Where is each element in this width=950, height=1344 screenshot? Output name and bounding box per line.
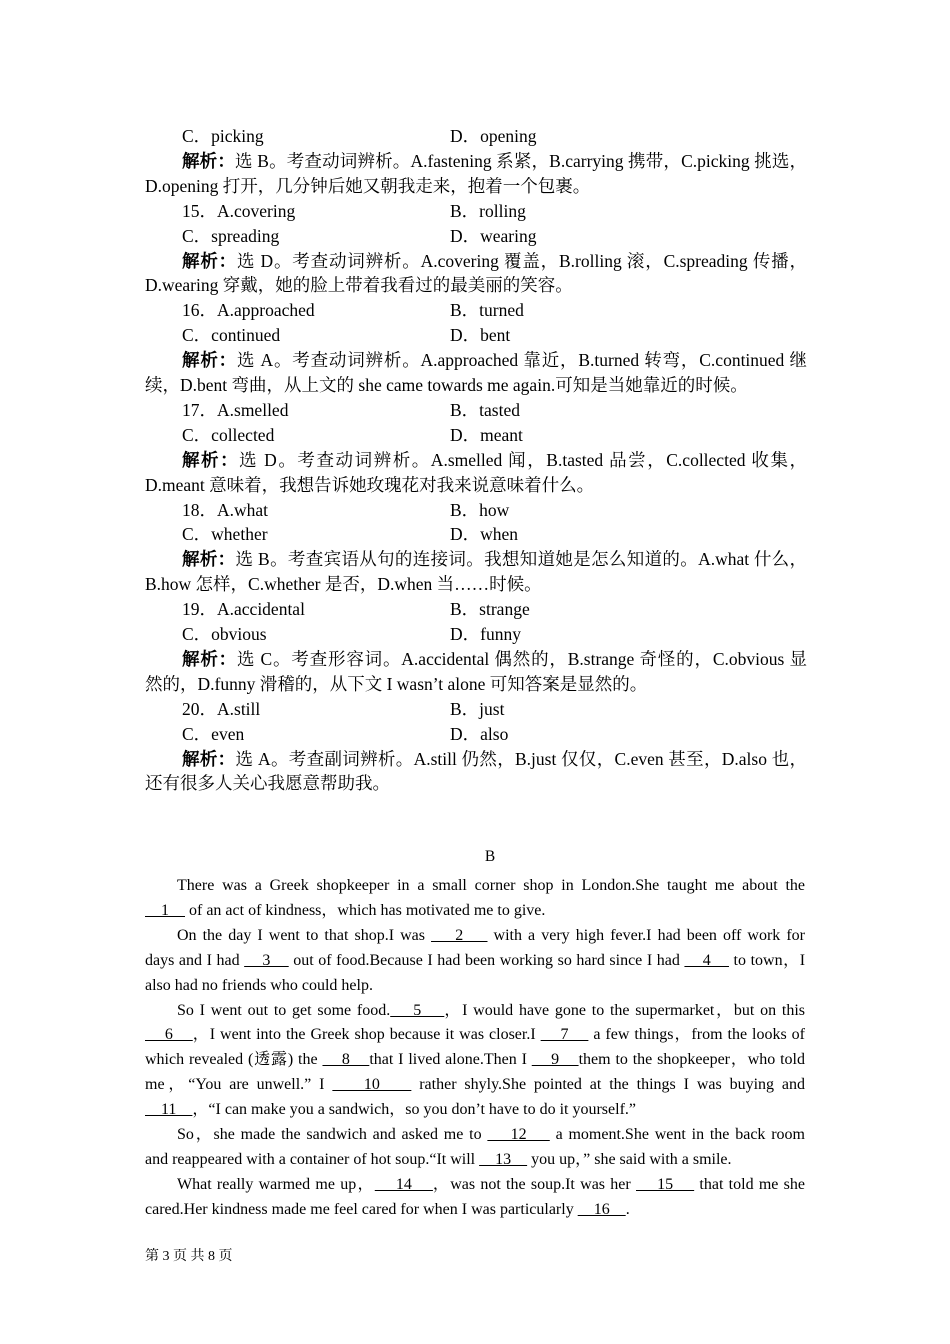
passage-text: that told me she — [694, 1175, 805, 1193]
option-right: D．funny — [450, 624, 521, 644]
analysis-text: 选 C。考查形容词。A.accidental 偶然的，B.strange 奇怪的，C.obvious 显 — [236, 648, 807, 669]
option-right: B．tasted — [450, 399, 520, 420]
passage-line — [177, 1172, 805, 1197]
passage-text: days and I had — [145, 951, 245, 969]
option-left: C．continued — [182, 325, 281, 346]
option-right: D．opening — [450, 126, 537, 146]
analysis-line-continued: D.meant 意味着，我想告诉她玫瑰花对我来说意味着什么。 — [145, 474, 595, 495]
analysis-label: 解析： — [182, 549, 236, 570]
passage-text: and reappeared with a container of hot soup.“It will — [145, 1150, 480, 1168]
analysis-text: 选 B。考查动词辨析。A.fastening 系紧，B.carrying 携带，C.picking 挑选， — [235, 150, 807, 171]
cloze-blank: 9 — [531, 1051, 579, 1069]
passage-text: So I went out to get some food. — [177, 1001, 391, 1019]
option-left: 17．A.smelled — [182, 399, 289, 420]
cloze-blank: 13 — [479, 1150, 528, 1168]
passage-line — [177, 1122, 805, 1147]
option-left: 20．A.still — [182, 698, 261, 719]
passage-line — [145, 898, 805, 923]
analysis-line-continued: 然的，D.funny 滑稽的，从下文 I wasn’t alone 可知答案是显然的。 — [145, 673, 648, 694]
passage-line — [145, 1047, 805, 1072]
cloze-blank: 6 — [145, 1026, 193, 1044]
passage-line — [177, 998, 805, 1023]
passage-text: of an act of kindness，which has motivated me to give. — [185, 901, 546, 919]
passage-text: ，“I can make you a sandwich，so you don’t have to do it yourself.” — [192, 1101, 637, 1119]
option-right: B．rolling — [450, 200, 526, 221]
cloze-blank: 15 — [636, 1175, 695, 1193]
passage-text: ，I would have gone to the supermarket，but on this — [444, 1001, 805, 1019]
passage-text: On the day I went to that shop.I was — [177, 926, 432, 944]
option-left: 18．A.what — [182, 499, 269, 520]
passage-text: There was a Greek shopkeeper in a small corner shop in London.She taught me about the — [177, 877, 805, 894]
passage-text: What really warmed me up， — [177, 1175, 375, 1193]
analysis-text: 选 D。考查动词辨析。A.covering 覆盖，B.rolling 滚，C.spreading 传播， — [236, 250, 808, 271]
passage-line — [177, 873, 805, 898]
analysis-line — [182, 747, 807, 772]
option-right: B．turned — [450, 300, 524, 321]
analysis-line — [182, 149, 807, 174]
cloze-blank: 16 — [577, 1200, 626, 1218]
cloze-blank: 3 — [244, 951, 289, 969]
passage-line — [145, 973, 805, 998]
analysis-line-continued: B.how 怎样，C.whether 是否，D.when 当……时候。 — [145, 574, 542, 595]
analysis-line — [182, 647, 807, 672]
analysis-line-continued: 续，D.bent 弯曲，从上文的 she came towards me again.可知是当她靠近的时候。 — [145, 375, 748, 395]
cloze-blank: 7 — [540, 1026, 589, 1044]
cloze-blank: 2 — [431, 926, 488, 944]
analysis-line-continued: D.wearing 穿戴，她的脸上带着我看过的最美丽的笑容。 — [145, 275, 573, 296]
analysis-line — [182, 348, 807, 373]
passage-text: to town，I — [728, 951, 806, 969]
passage-text: out of food.Because I had been working so hard since I had — [288, 951, 685, 969]
passage-text: that I lived alone.Then I — [369, 1051, 532, 1069]
section-title: B — [484, 848, 496, 865]
passage-text: me，“You are unwell.” I — [145, 1076, 333, 1094]
cloze-blank: 1 — [145, 901, 185, 919]
passage-text: which revealed (透露) the — [145, 1051, 323, 1069]
analysis-label: 解析： — [182, 449, 240, 470]
cloze-blank: 12 — [487, 1126, 550, 1143]
passage-text: ，was not the soup.It was her — [432, 1175, 636, 1193]
passage-line — [145, 1147, 805, 1172]
passage-text: a moment.She went in the back room — [549, 1126, 805, 1143]
option-left: C．spreading — [182, 225, 280, 246]
option-right: D．meant — [450, 424, 523, 445]
analysis-label: 解析： — [182, 150, 236, 171]
option-left: 19．A.accidental — [182, 599, 305, 620]
passage-text: cared.Her kindness made me feel cared for when I was particularly — [145, 1200, 578, 1218]
passage-line — [145, 1022, 805, 1047]
analysis-label: 解析： — [182, 350, 237, 371]
option-right: D．when — [450, 524, 519, 545]
option-left: C．collected — [182, 424, 275, 445]
option-right: B．just — [450, 698, 505, 719]
option-left: 16．A.approached — [182, 300, 315, 321]
cloze-blank: 4 — [684, 951, 729, 969]
analysis-text: 选 A。考查动词辨析。A.approached 靠近，B.turned 转弯，C.continued 继 — [236, 350, 808, 371]
analysis-text: 选 B。考查宾语从句的连接词。我想知道她是怎么知道的。A.what 什么， — [235, 549, 808, 570]
analysis-label: 解析： — [182, 648, 237, 669]
cloze-blank: 11 — [145, 1101, 193, 1119]
page-footer: 第 3 页 共 8 页 — [145, 1249, 233, 1264]
passage-line — [145, 1072, 805, 1097]
analysis-line — [182, 448, 807, 473]
passage-text: rather shyly.She pointed at the things I was buying and — [411, 1076, 805, 1094]
passage-text: with a very high fever.I had been off work for — [487, 926, 806, 944]
analysis-line-continued: 还有很多人关心我愿意帮助我。 — [145, 773, 390, 794]
option-right: D．bent — [450, 325, 511, 346]
analysis-label: 解析： — [182, 250, 237, 271]
passage-text: them to the shopkeeper，who told — [578, 1051, 806, 1069]
passage-line — [145, 948, 805, 973]
analysis-text: 选 D。考查动词辨析。A.smelled 闻，B.tasted 品尝，C.collected 收集， — [239, 449, 807, 470]
option-right: B．how — [450, 499, 510, 520]
passage-line — [177, 923, 805, 948]
analysis-line — [182, 249, 807, 274]
analysis-line — [182, 547, 807, 572]
option-right: B．strange — [450, 599, 530, 620]
analysis-label: 解析： — [182, 748, 236, 769]
passage-line — [145, 1197, 805, 1222]
option-left: C．picking — [182, 126, 264, 146]
option-left: C．obvious — [182, 624, 267, 644]
option-left: C．whether — [182, 524, 268, 545]
passage-text: ，I went into the Greek shop because it was closer.I — [192, 1026, 541, 1044]
option-left: C．even — [182, 723, 245, 744]
analysis-line-continued: D.opening 打开，几分钟后她又朝我走来，抱着一个包裹。 — [145, 175, 591, 196]
passage-text: . — [625, 1200, 630, 1218]
passage-text: So，she made the sandwich and asked me to — [177, 1126, 488, 1143]
option-right: D．also — [450, 723, 509, 744]
passage-text: you up，” she said with a smile. — [527, 1150, 732, 1168]
cloze-blank: 5 — [390, 1001, 445, 1019]
analysis-text: 选 A。考查副词辨析。A.still 仍然，B.just 仅仅，C.even 甚至，D.also 也， — [235, 748, 808, 769]
passage-line — [145, 1097, 805, 1122]
cloze-blank: 8 — [322, 1051, 370, 1069]
passage-text: also had no friends who could help. — [145, 976, 373, 994]
option-left: 15．A.covering — [182, 200, 296, 221]
passage-text: a few things，from the looks of — [588, 1026, 805, 1044]
option-right: D．wearing — [450, 225, 537, 246]
cloze-blank: 14 — [374, 1175, 433, 1193]
cloze-blank: 10 — [332, 1076, 412, 1094]
